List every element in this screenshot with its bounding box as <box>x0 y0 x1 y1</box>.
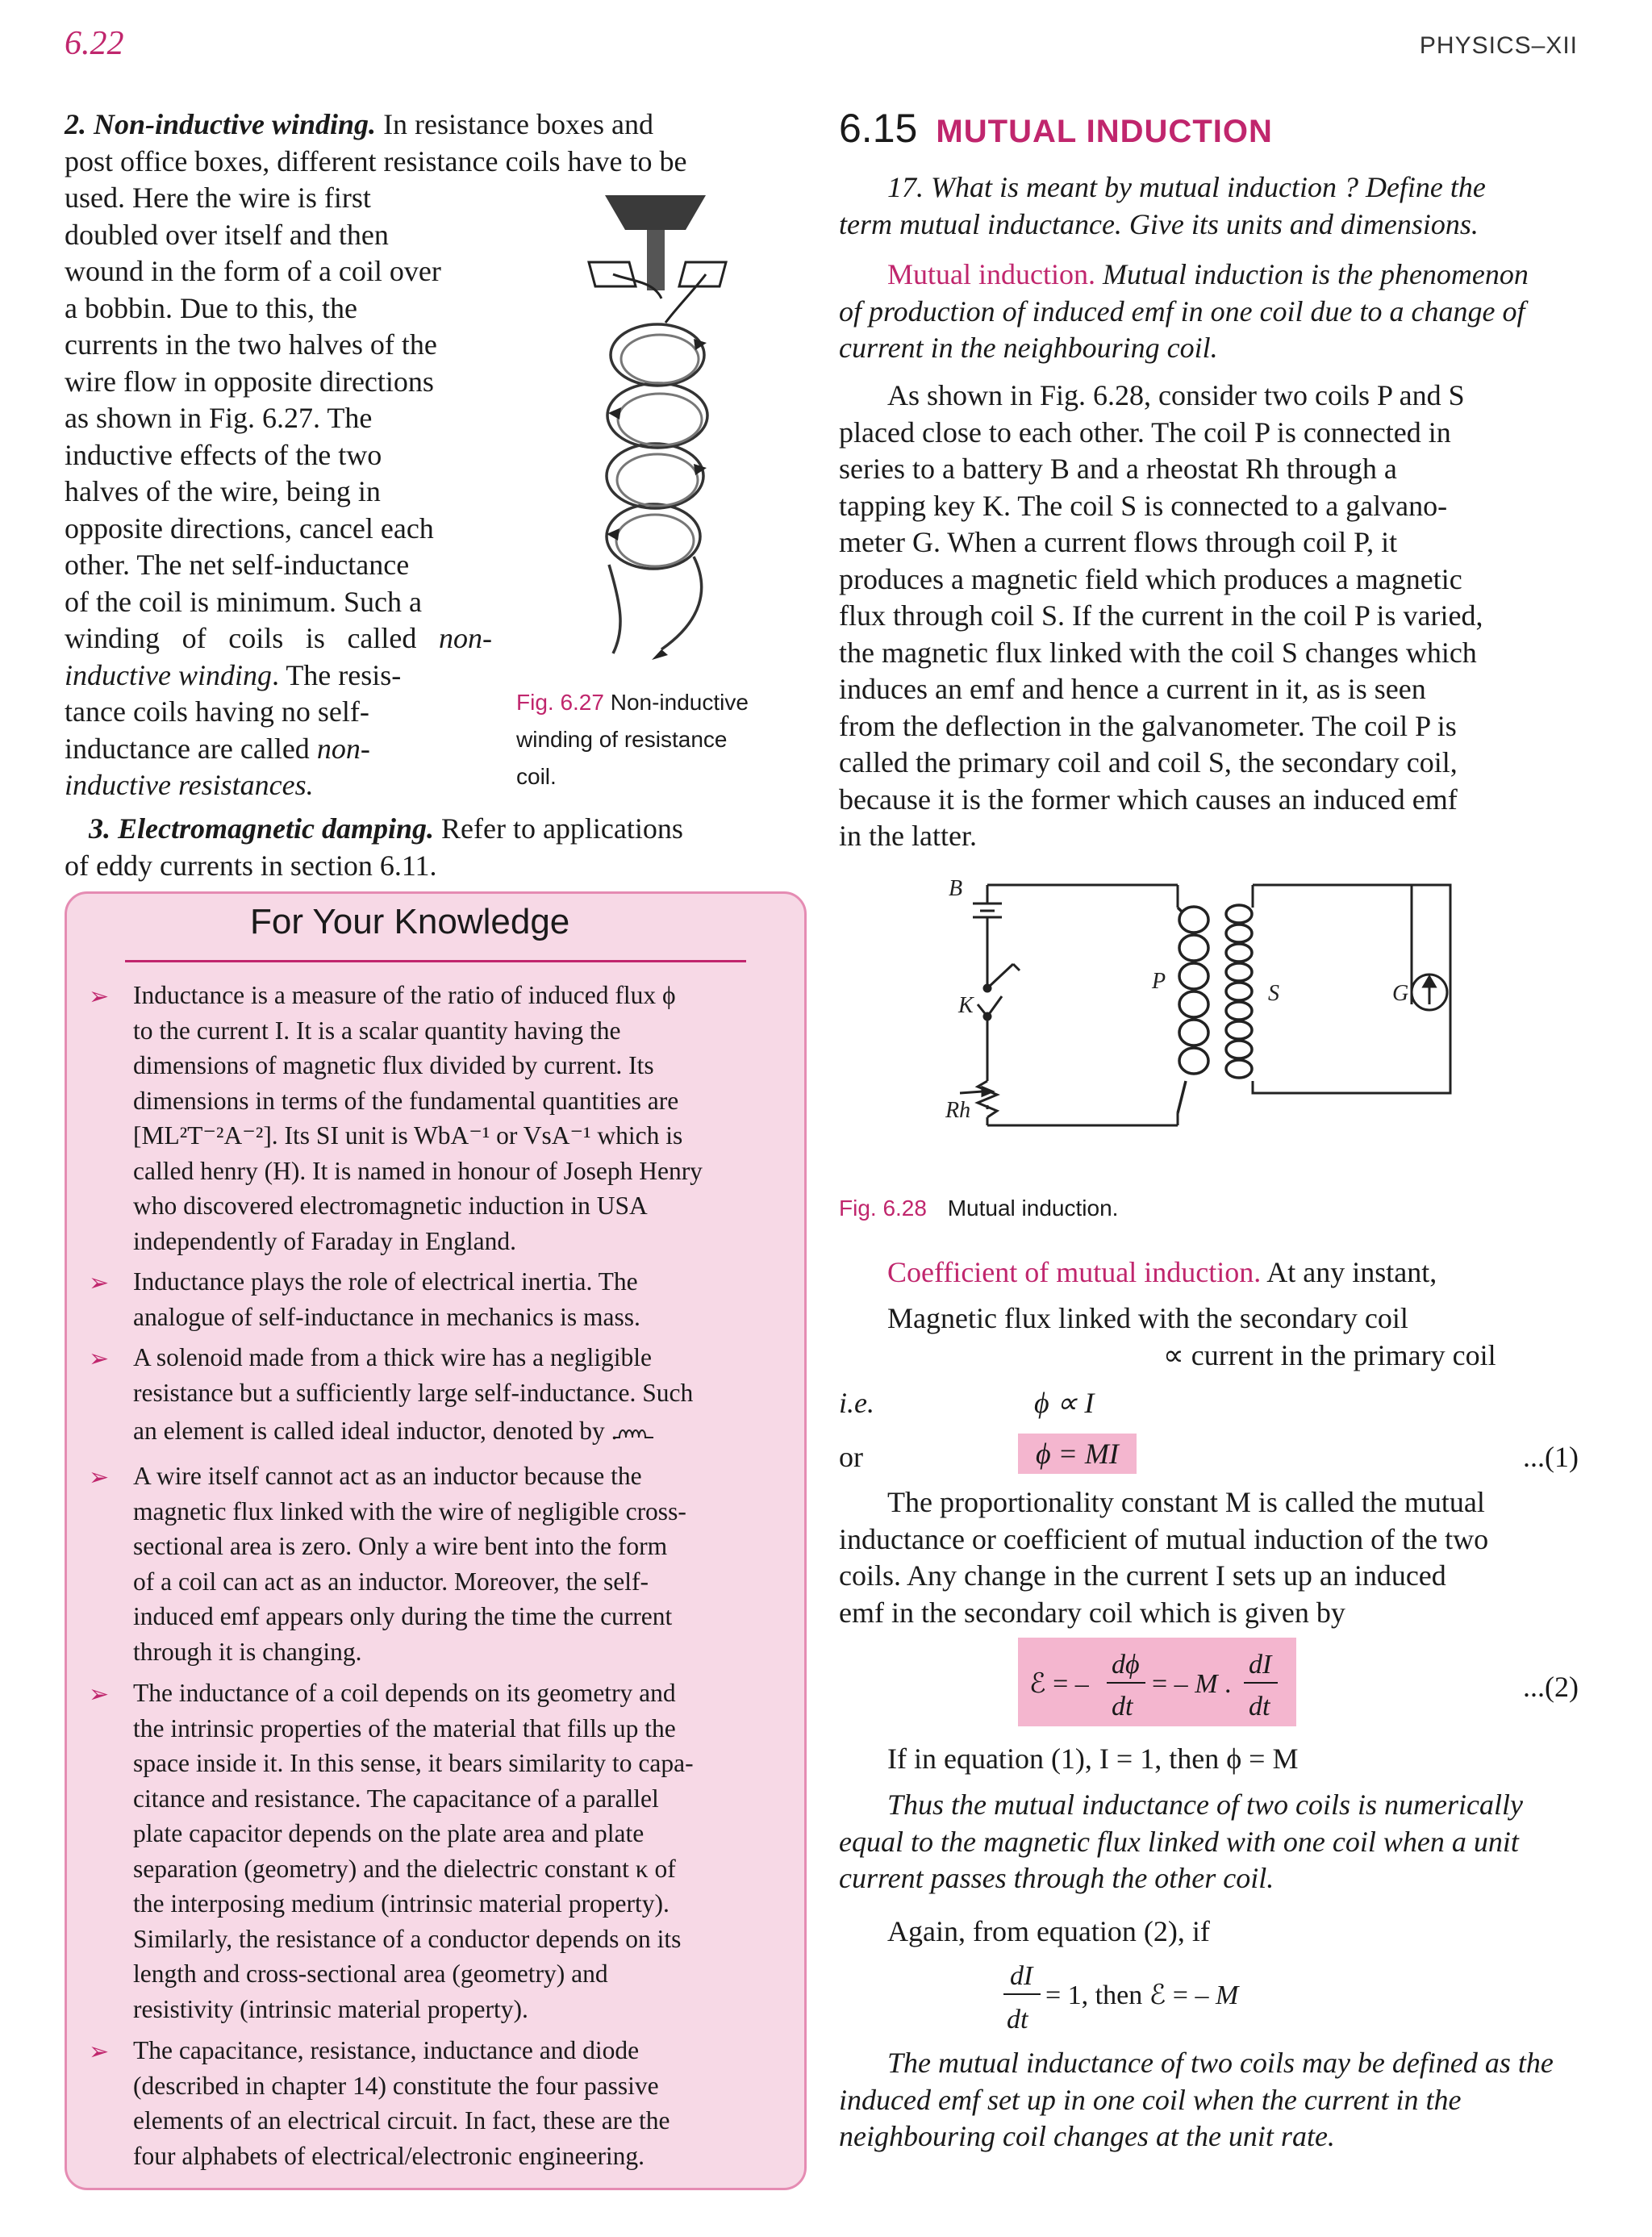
if-equation-line: If in equation (1), I = 1, then ϕ = M <box>887 1742 1299 1775</box>
fig28-caption: Fig. 6.28 Mutual induction. <box>839 1196 1119 1221</box>
definition-label: Mutual induction. <box>887 258 1095 290</box>
fig28-label: Fig. 6.28 <box>839 1196 927 1221</box>
para-noninductive-wrap: used. Here the wire is first doubled over itself and then wound in the form of a coil over a bobbin. Due to this, the currents in the two halves of the wire flow in opposite directions as shown in Fig. 6.27. The inductive effects of the two halves of the wire, being in opposite directions, cancel each other. The net self-inductance of the coil is minimum. Such a winding of coils is called non-inductive winding. The resis- tance coils having no self- inductance are called non- inductive resistances. <box>65 182 492 801</box>
knowledge-bullet-2: ➢ Inductance plays the role of electrical inertia. The analogue of self-inductance in mechanics is mass. <box>89 1267 640 1331</box>
running-header: PHYSICS–XII <box>1419 32 1578 59</box>
circuit-label-K: K <box>958 993 974 1018</box>
proportion-equation: ϕ ∝ I <box>1034 1387 1095 1419</box>
svg-text:dϕ: dϕ <box>1112 1650 1140 1680</box>
page-number: 6.22 <box>65 25 124 62</box>
knowledge-box-title: For Your Knowledge <box>250 902 570 941</box>
para-mutual-inductance: The proportionality constant M is called the mutual inductance or coefficient of mutual induction of the two coils. Any change in the current I sets up an induced emf in the secondary coil which is given by <box>839 1486 1489 1629</box>
equation-1: ϕ = MI <box>1018 1434 1137 1474</box>
again-line: Again, from equation (2), if <box>887 1915 1210 1947</box>
svg-text:= 1, then ℰ = – M: = 1, then ℰ = – M <box>1045 1980 1239 2010</box>
or-word: or <box>839 1441 863 1473</box>
coefficient-heading: Coefficient of mutual induction. At any instant, <box>887 1256 1437 1288</box>
para-fig28: As shown in Fig. 6.28, consider two coils P and S placed close to each other. The coil P is connected in series to a battery B and a rheostat Rh through a tapping key K. The coil S is connected to a galvano- meter G. When a current flows through coil P, it produces a magnetic field which produces a magnetic flux through coil S. If the current in the coil P is varied, the magnetic flux linked with the coil S changes which induces an emf and hence a current in it, as is seen from the deflection in the galvanometer. The coil P is called the primary coil and coil S, the secondary coil, because it is the former which causes an induced emf in the latter. <box>839 379 1483 852</box>
noninductive-heading: 2. Non-inductive winding. <box>65 108 377 140</box>
para-damping: 3. Electromagnetic damping. Refer to applications of eddy currents in section 6.11. <box>65 812 683 882</box>
damping-heading: 3. Electromagnetic damping. <box>89 812 434 845</box>
equation-1-number: ...(1) <box>1523 1441 1579 1473</box>
bullet-arrow-icon: ➢ <box>89 1346 110 1372</box>
equation-2-graphic <box>1018 1638 1296 1726</box>
knowledge-bullet-5: ➢ The inductance of a coil depends on its geometry and the intrinsic properties of the material that fills up the space inside it. In this sense, it bears similarity to capa- citance and resistance. The capacitance of a parallel plate capacitor depends on the plate area and plate separation (geometry) and the dielectric constant κ of the interposing medium (intrinsic material property). Similarly, the resistance of a conductor depends on its length and cross-sectional area (geometry) and resistivity (intrinsic material property). <box>89 1679 694 2023</box>
svg-text:dt: dt <box>1249 1692 1270 1722</box>
fig27-label: Fig. 6.27 <box>516 690 604 715</box>
knowledge-bullet-3: ➢ A solenoid made from a thick wire has a negligible resistance but a sufficiently large self-inductance. Such an element is called ideal inductor, denoted by . <box>89 1343 694 1445</box>
svg-text:dt: dt <box>1112 1692 1133 1722</box>
bullet-arrow-icon: ➢ <box>89 1681 110 1708</box>
equation-2 <box>1018 1638 1296 1726</box>
svg-text:ℰ = –: ℰ = – <box>1029 1669 1089 1699</box>
mutual-induction-circuit <box>936 875 1468 1141</box>
circuit-label-B: B <box>949 876 963 901</box>
svg-text:= – M .: = – M . <box>1152 1669 1232 1699</box>
fig27-caption: Fig. 6.27 Non-inductive winding of resistance coil. <box>516 690 749 789</box>
proportional-line-2: ∝ current in the primary coil <box>1163 1339 1496 1371</box>
circuit-label-G: G <box>1392 981 1409 1006</box>
bullet-arrow-icon: ➢ <box>89 1464 110 1491</box>
knowledge-bullet-6: ➢ The capacitance, resistance, inductance and diode (described in chapter 14) constitute the four passive elements of an electrical circuit. In fact, these are the four alphabets of electrical/electronic engineering. <box>89 2036 670 2170</box>
proportional-line-1: Magnetic flux linked with the secondary coil <box>887 1302 1408 1334</box>
section-title: MUTUAL INDUCTION <box>936 114 1273 149</box>
circuit-label-Rh: Rh <box>945 1098 971 1123</box>
section-heading <box>839 105 1273 152</box>
knowledge-bullet-4: ➢ A wire itself cannot act as an inductor because the magnetic flux linked with the wire of negligible cross- sectional area is zero. Only a wire bent into the form of a coil can act as an inductor. Moreover, the self- induced emf appears only during the time the current through it is changing. <box>89 1462 686 1666</box>
knowledge-box-rule <box>125 960 746 962</box>
final-definition: The mutual inductance of two coils may be defined as the induced emf set up in one coil when the current in the neighbouring coil changes at the unit rate. <box>839 2047 1554 2152</box>
equation-3 <box>992 1952 1315 2041</box>
question-17: 17. What is meant by mutual induction ? Define the term mutual inductance. Give its units and dimensions. <box>839 171 1486 240</box>
bullet-arrow-icon: ➢ <box>89 2039 110 2065</box>
circuit-label-S: S <box>1268 981 1279 1006</box>
ie-word: i.e. <box>839 1387 874 1419</box>
para-noninductive-top: 2. Non-inductive winding. In resistance boxes and post office boxes, different resistance coils have to be <box>65 108 687 177</box>
thus-statement: Thus the mutual inductance of two coils is numerically equal to the magnetic flux linked with one coil when a unit current passes through the other coil. <box>839 1788 1523 1894</box>
section-number: 6.15 <box>839 106 918 151</box>
svg-text:dt: dt <box>1007 2005 1028 2035</box>
mutual-induction-definition: Mutual induction. Mutual induction is the phenomenon of production of induced emf in one coil due to a change of current in the neighbouring coil. <box>839 258 1529 364</box>
circuit-label-P: P <box>1152 969 1166 994</box>
svg-text:dI: dI <box>1249 1650 1272 1680</box>
equation-2-number: ...(2) <box>1523 1671 1579 1703</box>
noninductive-coil-figure <box>565 186 758 670</box>
bullet-arrow-icon: ➢ <box>89 1270 110 1296</box>
bullet-arrow-icon: ➢ <box>89 983 110 1010</box>
knowledge-bullet-1: ➢ Inductance is a measure of the ratio of induced flux ϕ to the current I. It is a scalar quantity having the dimensions of magnetic flux divided by current. Its dimensions in terms of the fundamental quantities are [ML²T⁻²A⁻²]. Its SI unit is WbA⁻¹ or VsA⁻¹ which is called henry (H). It is named in honour of Joseph Henry who discovered electromagnetic induction in USA independently of Faraday in England. <box>89 981 703 1255</box>
svg-text:dI: dI <box>1010 1961 1033 1991</box>
inductor-symbol-icon <box>613 1425 655 1442</box>
